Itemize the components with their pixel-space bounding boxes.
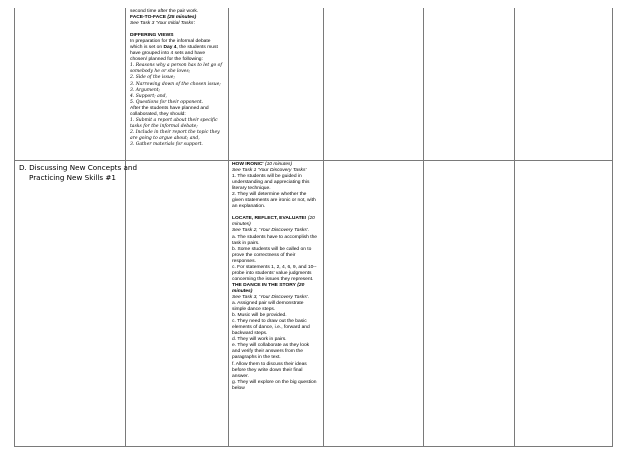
dance-heading: THE DANCE IN THE STORY (20 xyxy=(232,282,305,288)
face-to-face-heading: FACE-TO-FACE (25 minutes) xyxy=(130,15,197,21)
text-line: backward steps. xyxy=(232,331,268,337)
table-border xyxy=(14,446,612,447)
list-item: somebody he or she loves; xyxy=(130,69,191,75)
text-line: concerning the issues they represent. xyxy=(232,276,314,282)
text-line: collaborated, they should: xyxy=(130,111,186,117)
table-border xyxy=(612,8,613,447)
text-line: a. The students have to accomplish the xyxy=(232,234,318,240)
text-line: c. For statements 1, 2, 4, 6, 9, and 10-- xyxy=(232,264,317,270)
list-item: 1. Reasons why a person has to let go of xyxy=(130,63,222,69)
text-line: literary technique. xyxy=(232,186,271,192)
top-activity-cell xyxy=(130,9,222,148)
text-line: given statements are ironic or not, with xyxy=(232,198,316,204)
text-line: c. They need to draw out the basic xyxy=(232,319,307,325)
text-line: and verify their answers from the xyxy=(232,349,303,355)
locate-reflect-heading: LOCATE, REFLECT, EVALUATE! (20 xyxy=(232,216,315,222)
list-item: 1. Submit a report about their specific xyxy=(130,117,218,123)
table-border xyxy=(14,8,15,447)
table-border xyxy=(514,8,515,447)
text-line: probe into students' value judgments xyxy=(232,270,312,276)
list-item: 3. Narrowing down of the chosen issue; xyxy=(130,81,221,87)
text-line: second time after the pair work. xyxy=(130,9,199,14)
list-item: 5. Questions for their opponent. xyxy=(130,99,204,105)
section-label-line: D. Discussing New Concepts and xyxy=(19,163,138,172)
list-item: 2. Side of the issue; xyxy=(130,75,175,81)
list-item: tasks for the informal debate; xyxy=(130,123,198,129)
text-line: 1. The students will be guided in xyxy=(232,174,302,180)
text-line: In preparation for the informal debate xyxy=(130,39,211,45)
section-label xyxy=(19,163,137,183)
list-item: 3. Argument; xyxy=(130,87,161,93)
text-line: before they write down their final xyxy=(232,367,303,373)
main-activity-cell xyxy=(232,162,317,392)
text-line: See Task 2, 'Your Discovery Tasks'. xyxy=(232,228,310,234)
list-item: 3. Gather materials for support. xyxy=(130,141,203,147)
text-line: b. Some students will be called on to xyxy=(232,246,312,252)
text-line: elements of dance, i.e., forward and xyxy=(232,325,310,331)
how-ironic-heading: HOW IRONIC' (10 minutes) xyxy=(232,162,293,167)
section-label-line: Practicing New Skills #1 xyxy=(29,173,116,182)
text-line: b. Music will be provided. xyxy=(232,313,287,319)
text-line: chosen/ planned for the following: xyxy=(130,57,203,63)
differing-views-heading: DIFFERING VIEWS xyxy=(130,33,174,39)
list-item: 4. Support; and, xyxy=(130,93,167,99)
text-line: a. Assigned pair will demonstrate xyxy=(232,301,304,307)
list-item: are going to argue about; and, xyxy=(130,135,200,141)
text-line: understanding and appreciating this xyxy=(232,180,310,186)
text-line: answer. xyxy=(232,373,249,379)
text-line: f. Allow them to discuss their ideas xyxy=(232,361,307,367)
text-line: which is set on Day 4, the students must xyxy=(130,45,218,51)
table-border xyxy=(323,8,324,447)
text-line: an explanation. xyxy=(232,204,266,210)
table-border xyxy=(14,160,612,161)
text-line: See Task 3, 'Your Discovery Tasks'. xyxy=(232,294,310,300)
table-border xyxy=(228,8,229,447)
text-line: responses. xyxy=(232,258,256,264)
text-line: See Task 3 'Your Initial Tasks'. xyxy=(130,21,196,27)
text-line: below xyxy=(232,385,245,391)
text-line: 2. They will determine whether the xyxy=(232,192,307,198)
text-line: g. They will explore on the big question xyxy=(232,379,317,385)
text-line: After the students have planned and xyxy=(130,105,209,111)
text-line: See Task 1 'Your Discovery Tasks' xyxy=(232,168,307,174)
text-line: task in pairs. xyxy=(232,240,260,246)
table-border xyxy=(423,8,424,447)
list-item: 2. Include in their report the topic they xyxy=(130,129,220,135)
text-line: e. They will collaborate as they look xyxy=(232,343,310,349)
text-line: paragraphs in the text. xyxy=(232,355,281,361)
text-line: minutes) xyxy=(232,288,253,294)
table-border xyxy=(125,8,126,447)
text-line: have grouped into 4 sets and have xyxy=(130,51,206,57)
text-line: prove the correctness of their xyxy=(232,252,296,258)
text-line: minutes) xyxy=(232,222,251,228)
text-line: d. They will work in pairs. xyxy=(232,337,287,343)
text-line: simple dance steps. xyxy=(232,307,276,313)
